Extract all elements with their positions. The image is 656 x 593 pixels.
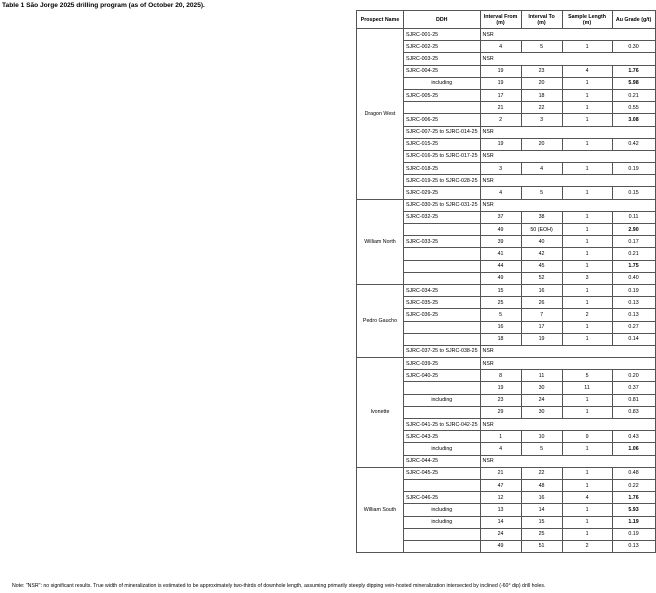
interval-from-cell: 18 [480,333,521,345]
interval-from-cell: 37 [480,211,521,223]
au-grade-cell: 2.90 [612,224,655,236]
au-grade-cell: 1.75 [612,260,655,272]
au-grade-cell: 0.14 [612,333,655,345]
interval-from-cell: 23 [480,394,521,406]
ddh-cell [404,102,481,114]
sample-length-cell: 1 [562,77,612,89]
prospect-name-cell: Dragon West [357,29,404,200]
sample-length-cell: 1 [562,102,612,114]
sample-length-cell: 1 [562,163,612,175]
interval-to-cell: 45 [521,260,562,272]
interval-from-cell: 3 [480,163,521,175]
interval-to-cell: 3 [521,114,562,126]
interval-from-cell: 44 [480,260,521,272]
ddh-cell: SJRC-039-25 [404,358,481,370]
au-grade-cell: 0.43 [612,431,655,443]
nsr-cell: NSR [480,199,655,211]
ddh-cell: including [404,516,481,528]
interval-from-cell: 49 [480,224,521,236]
column-header-ddh: DDH [404,11,481,29]
interval-from-cell: 49 [480,272,521,284]
prospect-name-cell: Pedro Gaucho [357,284,404,357]
column-header-sample-length: Sample Length (m) [562,11,612,29]
sample-length-cell: 3 [562,272,612,284]
interval-from-cell: 41 [480,248,521,260]
ddh-cell: including [404,77,481,89]
interval-from-cell: 4 [480,41,521,53]
interval-to-cell: 16 [521,492,562,504]
interval-from-cell: 2 [480,114,521,126]
sample-length-cell: 1 [562,211,612,223]
interval-to-cell: 26 [521,297,562,309]
au-grade-cell: 1.76 [612,492,655,504]
ddh-cell: including [404,394,481,406]
au-grade-cell: 0.13 [612,309,655,321]
prospect-name-cell: William North [357,199,404,284]
ddh-cell: SJRC-016-25 to SJRC-017-25 [404,150,481,162]
sample-length-cell: 1 [562,138,612,150]
interval-from-cell: 17 [480,89,521,101]
table-footnote: Note: "NSR": no significant results. True width of mineralization is estimated to be approximately two-thirds of downhole length, assuming primarily steeply dipping vein-hosted mineralization intersected by inclined (-60° dip) drill holes. [12,583,546,589]
ddh-cell: SJRC-015-25 [404,138,481,150]
au-grade-cell: 0.27 [612,321,655,333]
nsr-cell: NSR [480,345,655,357]
ddh-cell: SJRC-041-25 to SJRC-042-25 [404,419,481,431]
sample-length-cell: 1 [562,406,612,418]
au-grade-cell: 0.13 [612,540,655,552]
ddh-cell: SJRC-043-25 [404,431,481,443]
ddh-cell: SJRC-033-25 [404,236,481,248]
au-grade-cell: 1.06 [612,443,655,455]
table-body [357,29,656,553]
ddh-cell [404,248,481,260]
sample-length-cell: 1 [562,236,612,248]
nsr-cell: NSR [480,53,655,65]
column-header-interval-from: Interval From (m) [480,11,521,29]
ddh-cell: including [404,504,481,516]
interval-to-cell: 20 [521,138,562,150]
interval-from-cell: 15 [480,284,521,296]
ddh-cell: SJRC-035-25 [404,297,481,309]
au-grade-cell: 5.93 [612,504,655,516]
ddh-cell [404,272,481,284]
sample-length-cell: 1 [562,248,612,260]
sample-length-cell: 1 [562,284,612,296]
prospect-name-cell: Ivonette [357,358,404,468]
table-header-row [357,11,656,29]
ddh-cell: SJRC-019-25 to SJRC-028-25 [404,175,481,187]
au-grade-cell: 0.48 [612,467,655,479]
au-grade-cell: 0.83 [612,406,655,418]
sample-length-cell: 1 [562,443,612,455]
ddh-cell: SJRC-001-25 [404,29,481,41]
column-header-au-grade: Au Grade (g/t) [612,11,655,29]
column-header-interval-to: Interval To (m) [521,11,562,29]
au-grade-cell: 0.15 [612,187,655,199]
ddh-cell [404,224,481,236]
table-title: Table 1 São Jorge 2025 drilling program (as of October 20, 2025). [2,2,205,9]
interval-to-cell: 4 [521,163,562,175]
interval-from-cell: 49 [480,540,521,552]
ddh-cell: SJRC-003-25 [404,53,481,65]
au-grade-cell: 5.98 [612,77,655,89]
interval-from-cell: 14 [480,516,521,528]
interval-from-cell: 25 [480,297,521,309]
interval-to-cell: 15 [521,516,562,528]
interval-to-cell: 38 [521,211,562,223]
sample-length-cell: 1 [562,187,612,199]
nsr-cell: NSR [480,455,655,467]
au-grade-cell: 1.19 [612,516,655,528]
sample-length-cell: 1 [562,516,612,528]
interval-to-cell: 11 [521,370,562,382]
au-grade-cell: 0.37 [612,382,655,394]
sample-length-cell: 1 [562,479,612,491]
interval-to-cell: 5 [521,41,562,53]
interval-from-cell: 19 [480,65,521,77]
nsr-cell: NSR [480,126,655,138]
sample-length-cell: 1 [562,528,612,540]
nsr-cell: NSR [480,419,655,431]
ddh-cell: SJRC-046-25 [404,492,481,504]
interval-to-cell: 24 [521,394,562,406]
interval-to-cell: 22 [521,102,562,114]
nsr-cell: NSR [480,29,655,41]
ddh-cell [404,382,481,394]
interval-from-cell: 39 [480,236,521,248]
ddh-cell: SJRC-045-25 [404,467,481,479]
sample-length-cell: 4 [562,65,612,77]
ddh-cell: SJRC-044-25 [404,455,481,467]
ddh-cell: SJRC-002-25 [404,41,481,53]
interval-to-cell: 18 [521,89,562,101]
table-row [357,467,656,479]
interval-to-cell: 51 [521,540,562,552]
sample-length-cell: 5 [562,370,612,382]
interval-from-cell: 19 [480,382,521,394]
ddh-cell: SJRC-036-25 [404,309,481,321]
au-grade-cell: 0.11 [612,211,655,223]
au-grade-cell: 0.55 [612,102,655,114]
interval-from-cell: 24 [480,528,521,540]
interval-from-cell: 21 [480,102,521,114]
ddh-cell [404,540,481,552]
au-grade-cell: 0.21 [612,248,655,260]
au-grade-cell: 0.22 [612,479,655,491]
drilling-results-table [356,10,656,553]
ddh-cell: SJRC-005-25 [404,89,481,101]
sample-length-cell: 1 [562,41,612,53]
sample-length-cell: 1 [562,114,612,126]
au-grade-cell: 0.19 [612,528,655,540]
sample-length-cell: 1 [562,321,612,333]
nsr-cell: NSR [480,358,655,370]
interval-from-cell: 21 [480,467,521,479]
table-row [357,29,656,41]
ddh-cell: SJRC-034-25 [404,284,481,296]
interval-to-cell: 40 [521,236,562,248]
ddh-cell: SJRC-029-25 [404,187,481,199]
interval-to-cell: 25 [521,528,562,540]
sample-length-cell: 1 [562,394,612,406]
interval-to-cell: 16 [521,284,562,296]
ddh-cell: SJRC-004-25 [404,65,481,77]
interval-to-cell: 42 [521,248,562,260]
au-grade-cell: 0.20 [612,370,655,382]
interval-from-cell: 13 [480,504,521,516]
sample-length-cell: 11 [562,382,612,394]
ddh-cell [404,479,481,491]
interval-from-cell: 16 [480,321,521,333]
ddh-cell [404,406,481,418]
interval-from-cell: 19 [480,138,521,150]
sample-length-cell: 1 [562,224,612,236]
interval-to-cell: 7 [521,309,562,321]
interval-from-cell: 4 [480,187,521,199]
column-header-prospect: Prospect Name [357,11,404,29]
interval-from-cell: 12 [480,492,521,504]
interval-from-cell: 29 [480,406,521,418]
au-grade-cell: 0.21 [612,89,655,101]
sample-length-cell: 1 [562,467,612,479]
table-row [357,199,656,211]
au-grade-cell: 0.40 [612,272,655,284]
ddh-cell: SJRC-007-25 to SJRC-014-25 [404,126,481,138]
ddh-cell [404,260,481,272]
interval-to-cell: 50 (EOH) [521,224,562,236]
au-grade-cell: 0.19 [612,284,655,296]
au-grade-cell: 0.42 [612,138,655,150]
nsr-cell: NSR [480,150,655,162]
ddh-cell: SJRC-006-25 [404,114,481,126]
au-grade-cell: 1.76 [612,65,655,77]
ddh-cell [404,333,481,345]
table-row [357,358,656,370]
interval-from-cell: 1 [480,431,521,443]
ddh-cell: SJRC-040-25 [404,370,481,382]
nsr-cell: NSR [480,175,655,187]
interval-to-cell: 19 [521,333,562,345]
ddh-cell: SJRC-018-25 [404,163,481,175]
ddh-cell: including [404,443,481,455]
interval-to-cell: 17 [521,321,562,333]
au-grade-cell: 0.13 [612,297,655,309]
interval-from-cell: 19 [480,77,521,89]
ddh-cell: SJRC-032-25 [404,211,481,223]
interval-to-cell: 48 [521,479,562,491]
ddh-cell [404,321,481,333]
interval-from-cell: 4 [480,443,521,455]
au-grade-cell: 3.08 [612,114,655,126]
sample-length-cell: 1 [562,297,612,309]
table-row [357,284,656,296]
interval-to-cell: 52 [521,272,562,284]
sample-length-cell: 4 [562,492,612,504]
sample-length-cell: 1 [562,504,612,516]
ddh-cell: SJRC-037-25 to SJRC-038-25 [404,345,481,357]
sample-length-cell: 2 [562,540,612,552]
interval-to-cell: 5 [521,187,562,199]
interval-to-cell: 23 [521,65,562,77]
au-grade-cell: 0.19 [612,163,655,175]
au-grade-cell: 0.17 [612,236,655,248]
sample-length-cell: 1 [562,333,612,345]
sample-length-cell: 2 [562,309,612,321]
interval-from-cell: 47 [480,479,521,491]
interval-from-cell: 5 [480,309,521,321]
interval-from-cell: 8 [480,370,521,382]
interval-to-cell: 20 [521,77,562,89]
interval-to-cell: 22 [521,467,562,479]
sample-length-cell: 1 [562,89,612,101]
interval-to-cell: 14 [521,504,562,516]
ddh-cell: SJRC-030-25 to SJRC-031-25 [404,199,481,211]
interval-to-cell: 30 [521,406,562,418]
interval-to-cell: 30 [521,382,562,394]
prospect-name-cell: William South [357,467,404,552]
ddh-cell [404,528,481,540]
sample-length-cell: 1 [562,260,612,272]
interval-to-cell: 5 [521,443,562,455]
sample-length-cell: 9 [562,431,612,443]
interval-to-cell: 10 [521,431,562,443]
au-grade-cell: 0.81 [612,394,655,406]
au-grade-cell: 0.30 [612,41,655,53]
